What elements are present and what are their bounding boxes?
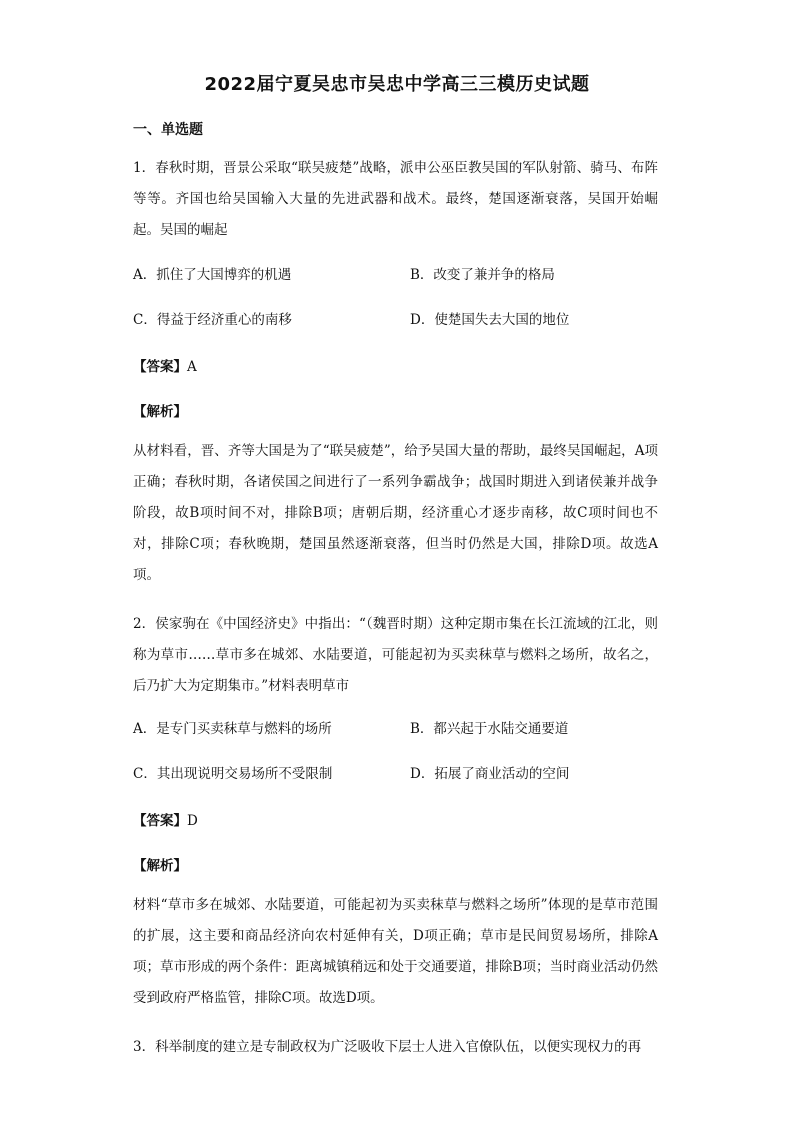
question-1-analysis: 从材料看，晋、齐等大国是为了“联吴疲楚”，给予吴国大量的帮助，最终吴国崛起，A项正确；春秋时期，各诸侯国之间进行了一系列争霸战争；战国时期进入到诸侯兼并战争阶段，故B项时间不对，排除B项；唐朝后期，经济重心才逐步南移，故C项时间也不对，排除C项；春秋晚期，楚国虽然逐渐衰落，但当时仍然是大国，排除D项。故选A项。 bbox=[133, 443, 658, 583]
question-2-option-b: B．都兴起于水陆交通要道 bbox=[410, 721, 569, 737]
question-2-analysis: 材料“草市多在城郊、水陆要道，可能起初为买卖秣草与燃料之场所”体现的是草市范围的扩展，这主要和商品经济向农村延伸有关，D项正确；草市是民间贸易场所，排除A项；草市形成的两个条件：距离城镇稍远和处于交通要道，排除B项；当时商业活动仍然受到政府严格监管，排除C项。故选D项。 bbox=[133, 897, 658, 1006]
question-2-option-d: D．拓展了商业活动的空间 bbox=[410, 766, 570, 782]
question-2-answer bbox=[133, 809, 198, 829]
analysis-label: 【解析】 bbox=[133, 858, 187, 874]
question-2-stem: 2．侯家驹在《中国经济史》中指出：“（魏晋时期）这种定期市集在长江流域的江北，则称为草市……草市多在城郊、水陆要道，可能起初为买卖秣草与燃料之场所，故名之，后乃扩大为定期集市。”材料表明草市 bbox=[133, 616, 658, 694]
answer-value: D bbox=[187, 813, 198, 829]
answer-label: 【答案】 bbox=[133, 813, 187, 829]
question-1-option-c: C．得益于经济重心的南移 bbox=[133, 312, 292, 328]
question-1-option-a: A．抓住了大国博弈的机遇 bbox=[133, 267, 292, 283]
question-1-option-b: B．改变了兼并争的格局 bbox=[410, 267, 555, 283]
answer-value: A bbox=[187, 359, 197, 375]
question-2-option-a: A．是专门买卖秣草与燃料的场所 bbox=[133, 721, 332, 737]
question-2-analysis-label bbox=[133, 854, 187, 874]
analysis-label: 【解析】 bbox=[133, 404, 187, 420]
answer-label: 【答案】 bbox=[133, 359, 187, 375]
question-1-option-d: D．使楚国失去大国的地位 bbox=[410, 312, 570, 328]
question-3-stem: 3．科举制度的建立是专制政权为广泛吸收下层士人进入官僚队伍，以便实现权力的再 bbox=[133, 1039, 642, 1055]
question-1-answer bbox=[133, 355, 197, 375]
question-1-analysis-label bbox=[133, 400, 187, 420]
question-2-option-c: C．其出现说明交易场所不受限制 bbox=[133, 766, 333, 782]
question-1-stem: 1．春秋时期，晋景公采取“联吴疲楚”战略，派申公巫臣教吴国的军队射箭、骑马、布阵等等。齐国也给吴国输入大量的先进武器和战术。最终，楚国逐渐衰落，吴国开始崛起。吴国的崛起 bbox=[133, 160, 658, 238]
page-title: 2022届宁夏吴忠市吴忠中学高三三模历史试题 bbox=[204, 74, 590, 95]
section-heading: 一、单选题 bbox=[133, 122, 203, 138]
